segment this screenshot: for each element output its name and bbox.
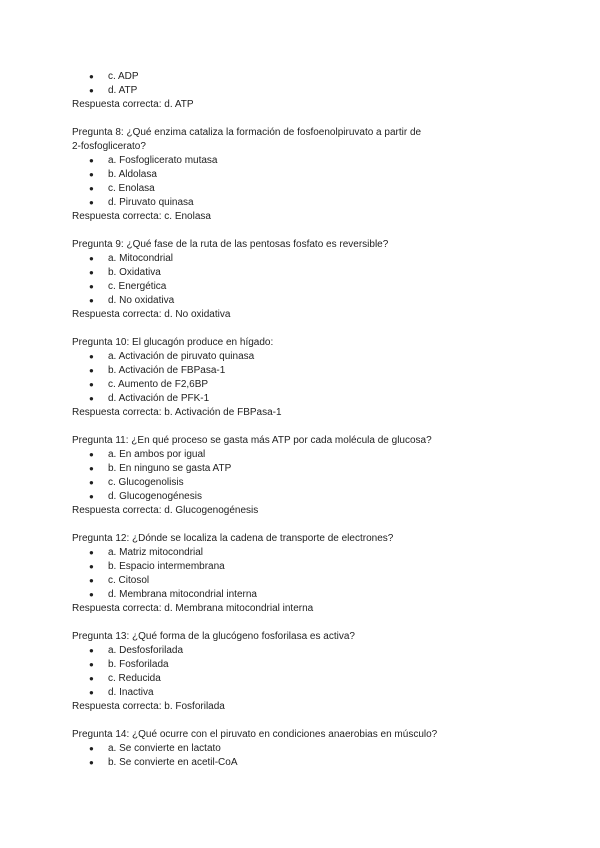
option-item: ● b. Fosforilada	[89, 659, 169, 670]
option-item: ● d. Inactiva	[89, 687, 154, 698]
option-item: ● b. En ninguno se gasta ATP	[89, 463, 232, 474]
bullet-icon: ●	[89, 268, 94, 277]
correct-answer: Respuesta correcta: b. Fosforilada	[72, 701, 225, 712]
option-item: ● d. Piruvato quinasa	[89, 197, 194, 208]
question-block-14	[72, 728, 542, 770]
bullet-icon: ●	[89, 282, 94, 291]
bullet-icon: ●	[89, 674, 94, 683]
bullet-icon: ●	[89, 156, 94, 165]
option-item: ● b. Aldolasa	[89, 169, 157, 180]
bullet-icon: ●	[89, 450, 94, 459]
bullet-icon: ●	[89, 590, 94, 599]
question-block-13	[72, 630, 542, 714]
option-item: ● a. Activación de piruvato quinasa	[89, 351, 255, 362]
correct-answer: Respuesta correcta: d. Membrana mitocondrial interna	[72, 603, 314, 614]
bullet-icon: ●	[89, 366, 94, 375]
option-item: ● a. Matriz mitocondrial	[89, 547, 204, 558]
option-list	[72, 448, 542, 504]
option-item: ● b. Activación de FBPasa-1	[89, 365, 226, 376]
option-list	[72, 644, 542, 700]
correct-answer: Respuesta correcta: d. No oxidativa	[72, 309, 231, 320]
question-text-continued: 2-fosfoglicerato?	[72, 141, 146, 152]
bullet-icon: ●	[89, 688, 94, 697]
question-text: Pregunta 10: El glucagón produce en hígado:	[72, 337, 274, 348]
question-text: Pregunta 8: ¿Qué enzima cataliza la formación de fosfoenolpiruvato a partir de	[72, 127, 422, 138]
option-item: ● c. Enolasa	[89, 183, 155, 194]
bullet-icon: ●	[89, 254, 94, 263]
option-item: ● b. Oxidativa	[89, 267, 161, 278]
option-item: ● d. Glucogenogénesis	[89, 491, 202, 502]
option-list	[72, 154, 542, 210]
option-item: ● b. Se convierte en acetil-CoA	[89, 757, 238, 768]
question-text: Pregunta 11: ¿En qué proceso se gasta más ATP por cada molécula de glucosa?	[72, 435, 432, 446]
bullet-icon: ●	[89, 478, 94, 487]
question-text: Pregunta 9: ¿Qué fase de la ruta de las pentosas fosfato es reversible?	[72, 239, 389, 250]
bullet-icon: ●	[89, 758, 94, 767]
bullet-icon: ●	[89, 86, 94, 95]
bullet-icon: ●	[89, 646, 94, 655]
bullet-icon: ●	[89, 170, 94, 179]
option-item: ● c. Aumento de F2,6BP	[89, 379, 209, 390]
correct-answer: Respuesta correcta: d. ATP	[72, 99, 194, 110]
option-item: ● d. Membrana mitocondrial interna	[89, 589, 257, 600]
bullet-icon: ●	[89, 576, 94, 585]
option-item: ● c. ADP	[89, 71, 139, 82]
option-item: ● c. Citosol	[89, 575, 150, 586]
option-item: ● a. En ambos por igual	[89, 449, 206, 460]
bullet-icon: ●	[89, 198, 94, 207]
bullet-icon: ●	[89, 184, 94, 193]
option-item: ● a. Se convierte en lactato	[89, 743, 221, 754]
correct-answer: Respuesta correcta: b. Activación de FBPasa-1	[72, 407, 282, 418]
bullet-icon: ●	[89, 394, 94, 403]
bullet-icon: ●	[89, 296, 94, 305]
option-item: ● c. Glucogenolisis	[89, 477, 184, 488]
question-block-12	[72, 532, 542, 616]
document-content	[72, 70, 542, 784]
bullet-icon: ●	[89, 562, 94, 571]
option-item: ● d. ATP	[89, 85, 138, 96]
bullet-icon: ●	[89, 352, 94, 361]
option-list	[72, 350, 542, 406]
option-item: ● a. Fosfoglicerato mutasa	[89, 155, 218, 166]
option-item: ● c. Reducida	[89, 673, 161, 684]
question-text: Pregunta 14: ¿Qué ocurre con el piruvato en condiciones anaerobias en músculo?	[72, 729, 438, 740]
option-list	[72, 742, 542, 770]
bullet-icon: ●	[89, 744, 94, 753]
question-block-9	[72, 238, 542, 322]
bullet-icon: ●	[89, 492, 94, 501]
question-text: Pregunta 12: ¿Dónde se localiza la cadena de transporte de electrones?	[72, 533, 394, 544]
bullet-icon: ●	[89, 660, 94, 669]
bullet-icon: ●	[89, 72, 94, 81]
option-list	[72, 70, 542, 98]
option-item: ● d. Activación de PFK-1	[89, 393, 210, 404]
option-item: ● c. Energética	[89, 281, 167, 292]
question-block-11	[72, 434, 542, 518]
option-item: ● a. Desfosforilada	[89, 645, 184, 656]
question-block-10	[72, 336, 542, 420]
question-text: Pregunta 13: ¿Qué forma de la glucógeno fosforilasa es activa?	[72, 631, 355, 642]
correct-answer: Respuesta correcta: c. Enolasa	[72, 211, 211, 222]
option-item: ● d. No oxidativa	[89, 295, 175, 306]
option-item: ● b. Espacio intermembrana	[89, 561, 225, 572]
option-list	[72, 546, 542, 602]
correct-answer: Respuesta correcta: d. Glucogenogénesis	[72, 505, 259, 516]
bullet-icon: ●	[89, 464, 94, 473]
bullet-icon: ●	[89, 548, 94, 557]
option-list	[72, 252, 542, 308]
bullet-icon: ●	[89, 380, 94, 389]
question-block-8	[72, 126, 542, 224]
option-item: ● a. Mitocondrial	[89, 253, 174, 264]
question-block-7	[72, 70, 542, 112]
